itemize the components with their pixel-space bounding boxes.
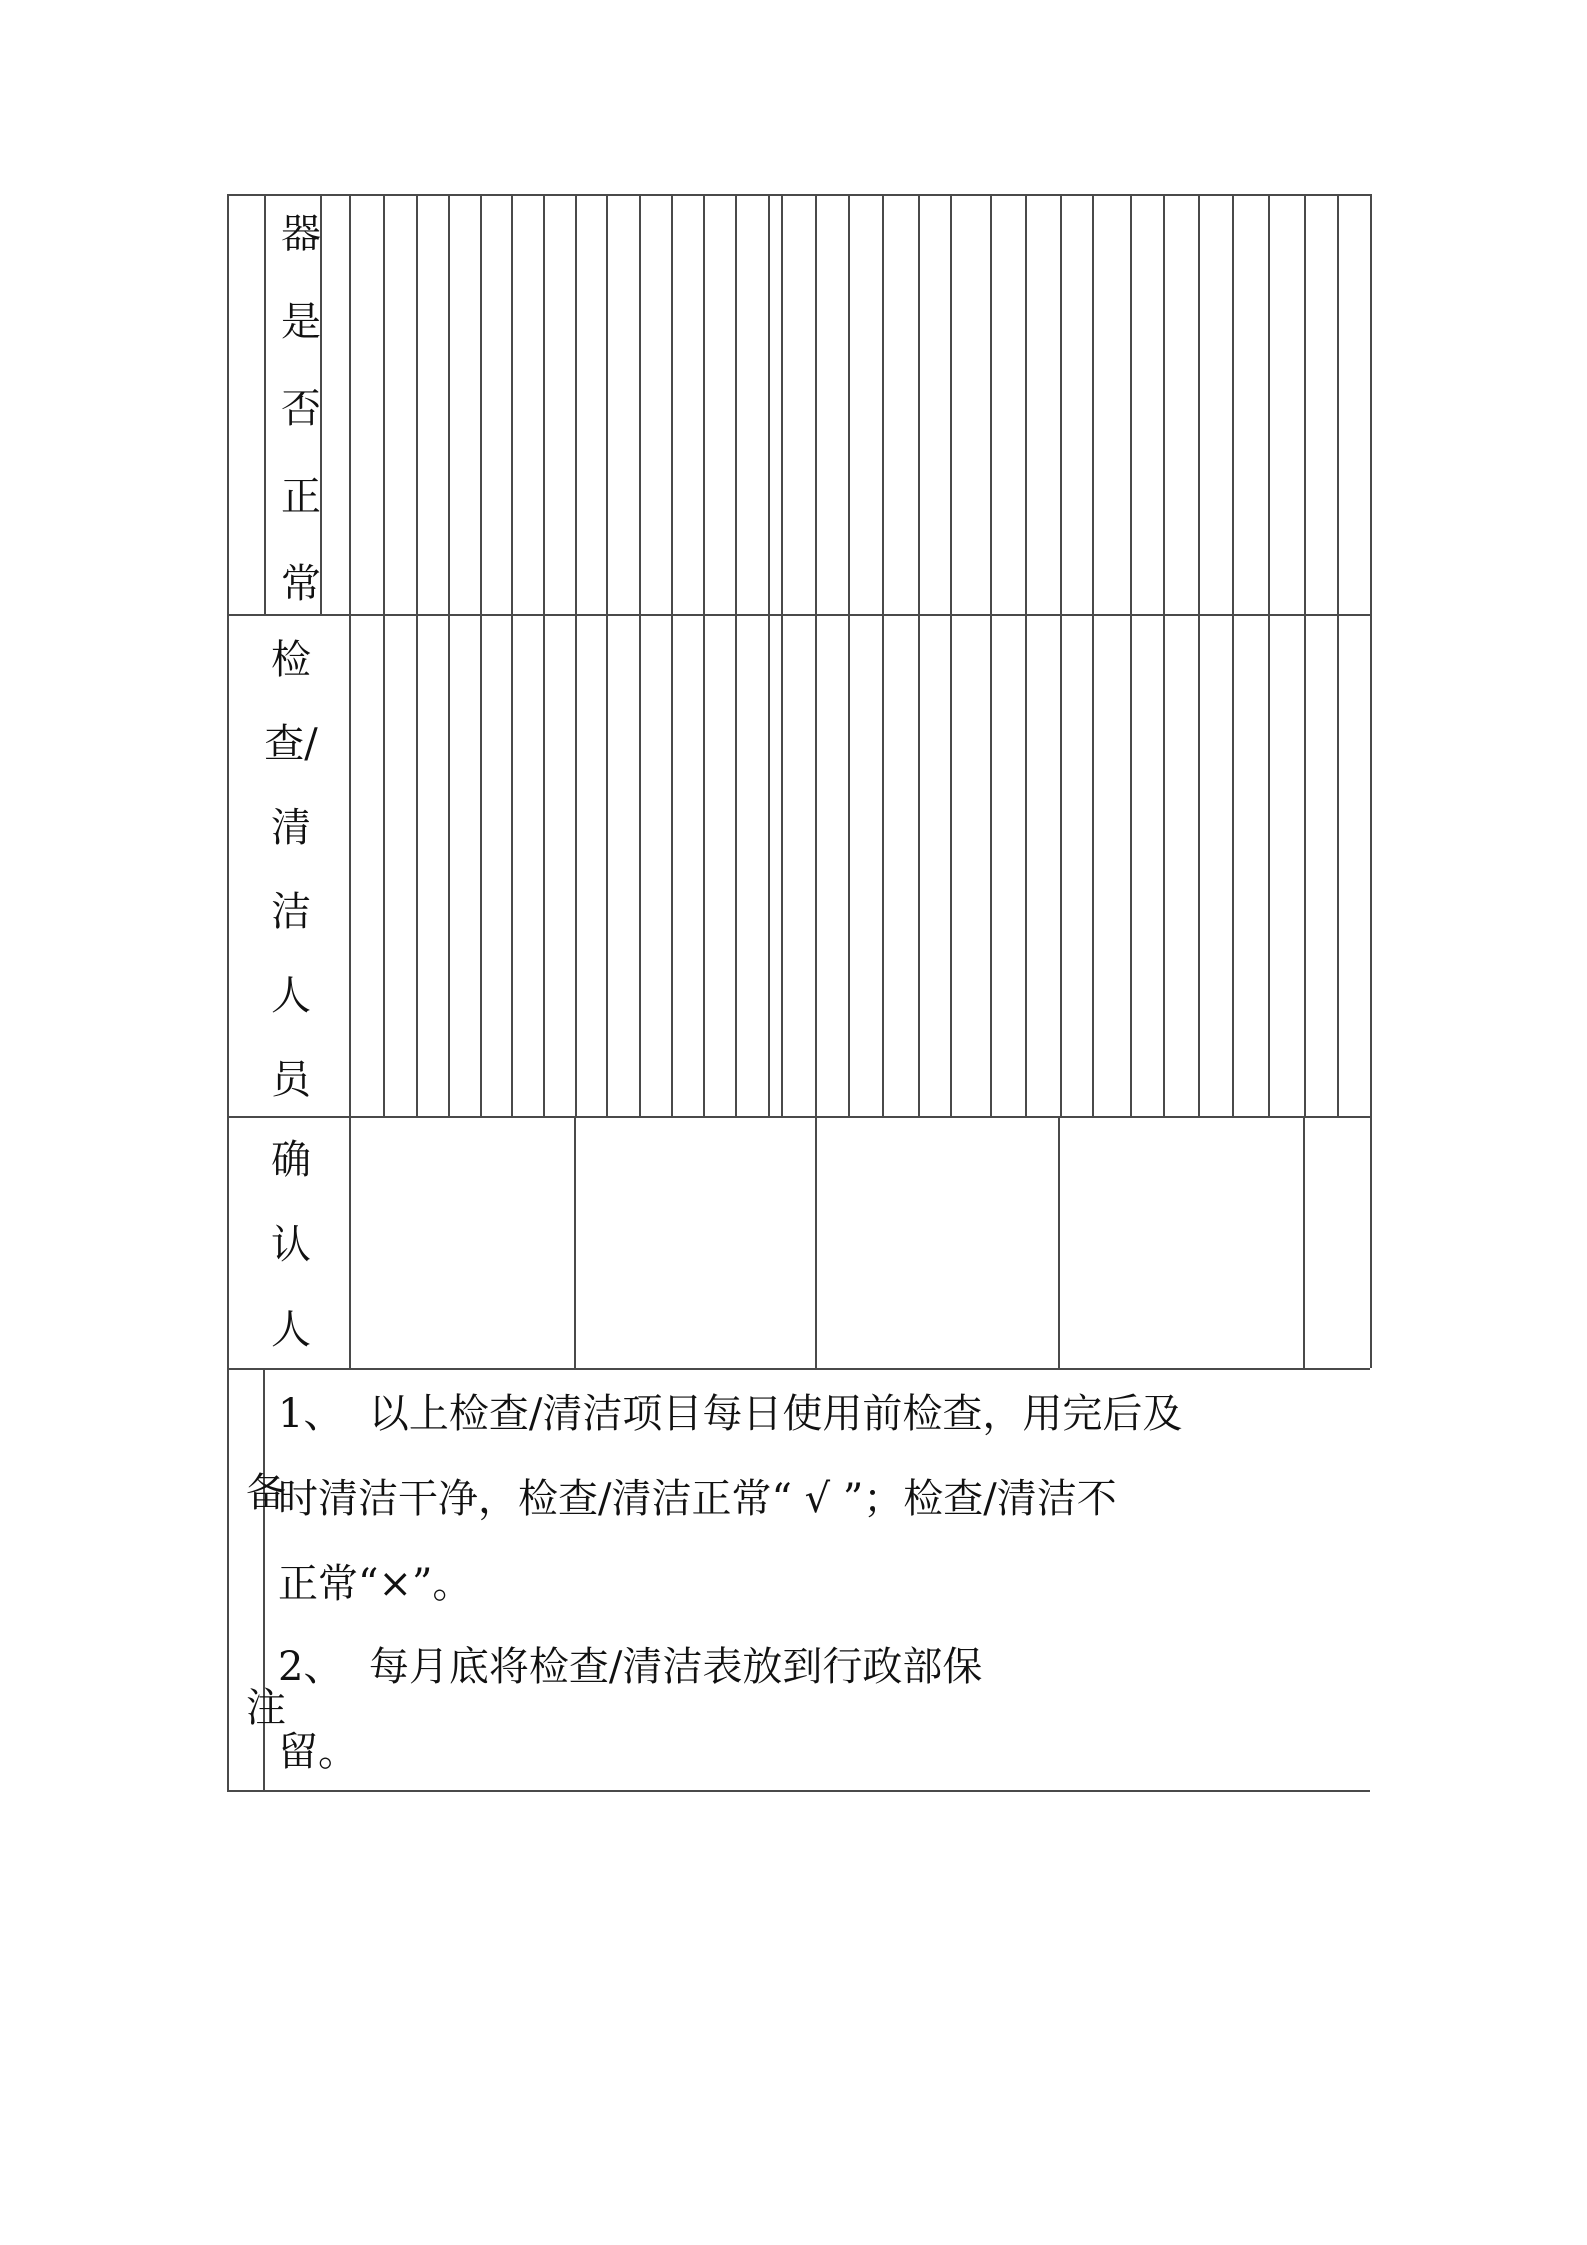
- day-column-line: [848, 194, 850, 1116]
- day-column-line: [815, 194, 817, 1116]
- row3-label-char: 确: [271, 1137, 311, 1183]
- day-column-line: [1130, 194, 1132, 1116]
- row-divider: [227, 1116, 1370, 1118]
- row1-label-char: 是: [281, 298, 321, 345]
- row2-label-char: 检: [271, 637, 311, 683]
- day-column-line: [1060, 194, 1062, 1116]
- table-border-right: [1370, 194, 1372, 1368]
- day-column-line: [606, 194, 608, 1116]
- day-column-line: [639, 194, 641, 1116]
- remarks-label-char: 备: [246, 1470, 286, 1516]
- day-column-line: [918, 194, 920, 1116]
- day-column-line: [882, 194, 884, 1116]
- remarks-note-line: 1、 以上检查/清洁项目每日使用前检查，用完后及: [278, 1391, 1183, 1437]
- table-border-left: [227, 194, 229, 1790]
- remarks-note-line: 留。: [278, 1729, 358, 1775]
- week-column-line: [1058, 1116, 1060, 1368]
- day-column-line: [480, 194, 482, 1116]
- row2-label-char: 清: [271, 805, 311, 851]
- day-column-line: [671, 194, 673, 1116]
- row3-label-char: 人: [271, 1307, 311, 1353]
- day-column-line: [383, 194, 385, 1116]
- day-column-line: [416, 194, 418, 1116]
- day-column-line: [1092, 194, 1094, 1116]
- remarks-label-char: 注: [246, 1685, 286, 1731]
- row2-label-char: 洁: [271, 889, 311, 935]
- row2-label-char: 员: [271, 1057, 311, 1103]
- day-column-line: [448, 194, 450, 1116]
- day-column-line: [1304, 194, 1306, 1116]
- day-column-line: [768, 194, 770, 1116]
- day-column-line: [1337, 194, 1339, 1116]
- remarks-note-line: 2、 每月底将检查/清洁表放到行政部保: [278, 1644, 983, 1690]
- row-label-confirmer: [248, 1137, 334, 1353]
- day-column-line: [781, 194, 783, 1116]
- day-column-line: [575, 194, 577, 1116]
- day-column-line: [735, 194, 737, 1116]
- row1-label-char: 正: [281, 473, 321, 520]
- day-column-line: [543, 194, 545, 1116]
- day-column-line: [511, 194, 513, 1116]
- day-column-line: [1268, 194, 1270, 1116]
- row-divider: [227, 1368, 1370, 1370]
- week-column-line: [574, 1116, 576, 1368]
- day-column-line: [1163, 194, 1165, 1116]
- row3-label-char: 认: [271, 1222, 311, 1268]
- label-column-line: [349, 194, 351, 1368]
- week-column-line: [1303, 1116, 1305, 1368]
- day-column-line: [990, 194, 992, 1116]
- row2-label-char: 查/: [264, 721, 318, 767]
- row-label-device-normal: [276, 211, 326, 607]
- table-border-bottom: [227, 1790, 1370, 1792]
- week-column-line: [815, 1116, 817, 1368]
- day-column-line: [1232, 194, 1234, 1116]
- row1-label-char: 器: [281, 211, 321, 257]
- day-column-line: [1025, 194, 1027, 1116]
- row-label-inspector: [248, 637, 334, 1103]
- day-column-line: [1198, 194, 1200, 1116]
- remarks-note-line: 正常“×”。: [278, 1561, 473, 1607]
- day-column-line: [950, 194, 952, 1116]
- row2-label-char: 人: [271, 973, 311, 1019]
- day-column-line: [703, 194, 705, 1116]
- row1-label-char: 常: [281, 561, 321, 607]
- row1-label-char: 否: [281, 386, 321, 432]
- remarks-note-line: 时清洁干净，检查/清洁正常“ √ ”；检查/清洁不: [278, 1476, 1117, 1522]
- label-column-line: [264, 194, 266, 614]
